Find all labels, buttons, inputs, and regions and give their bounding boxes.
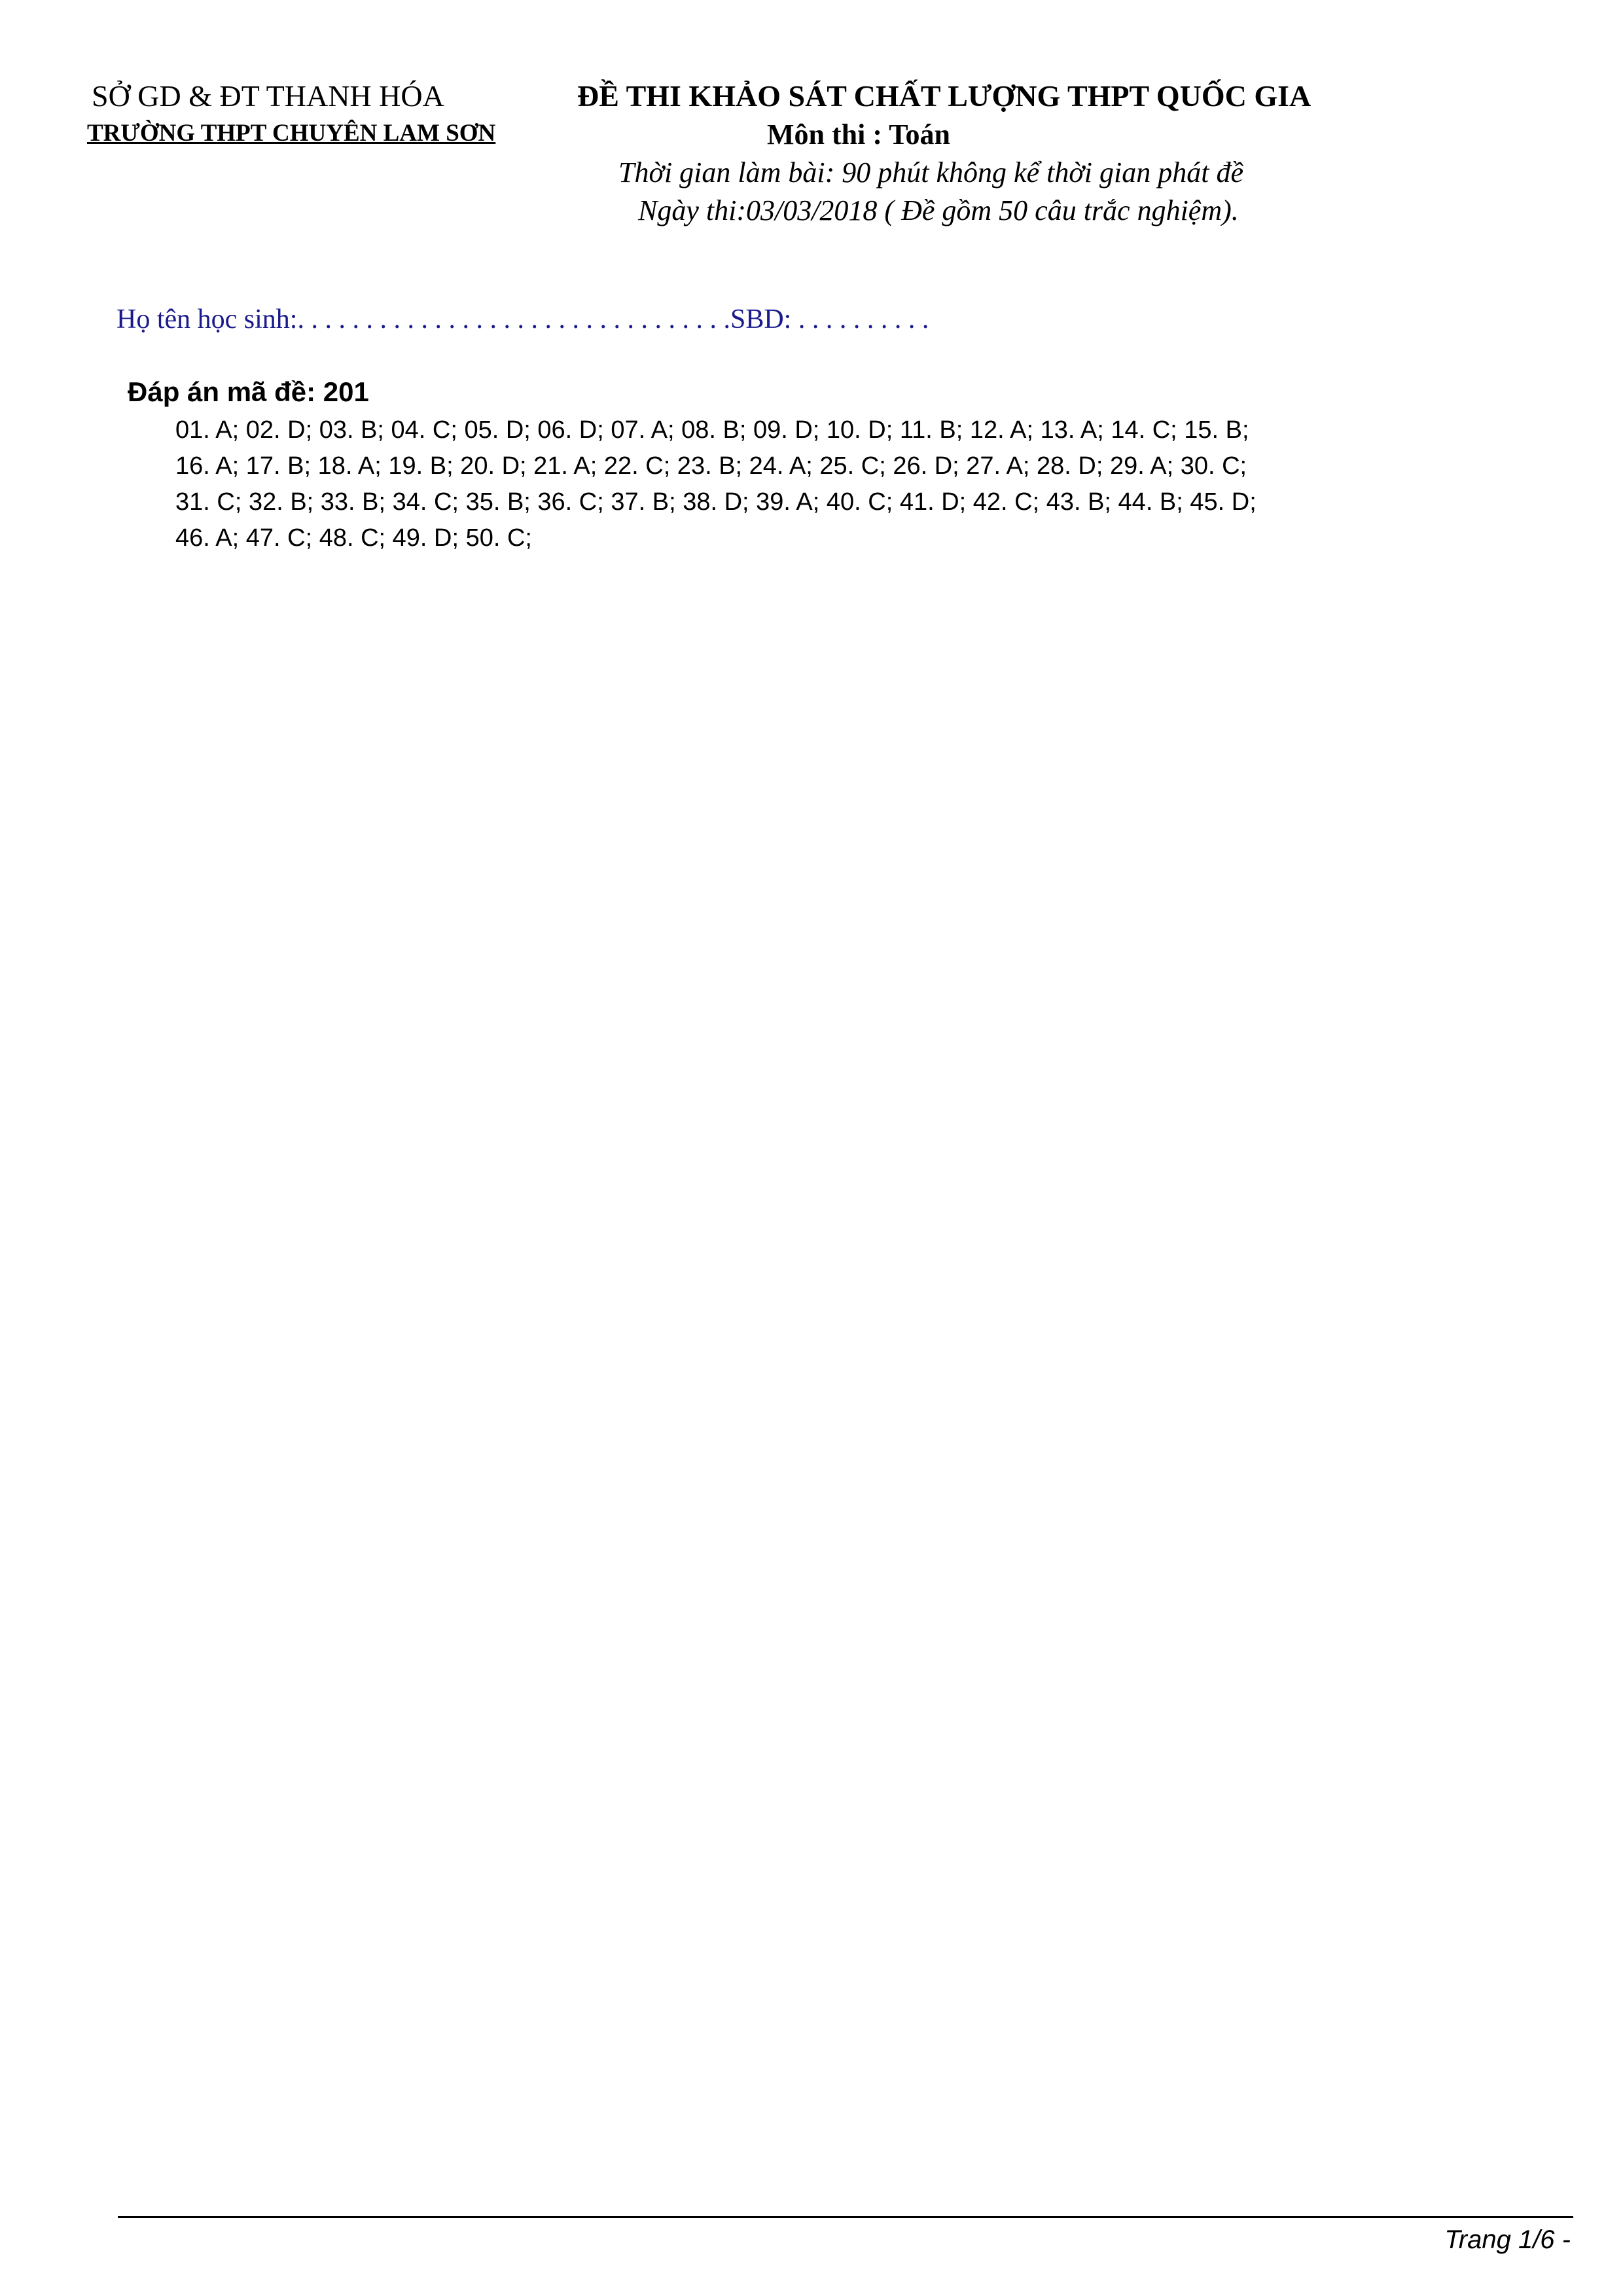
student-info-line: Họ tên học sinh:. . . . . . . . . . . . . . . . . . . . . . . . . . . . . . . .SBD: . . . . . . . . . . bbox=[116, 304, 929, 334]
answer-line: 46. A; 47. C; 48. C; 49. D; 50. C; bbox=[175, 524, 532, 552]
department-name: SỞ GD & ĐT THANH HÓA bbox=[92, 79, 444, 113]
exam-date: Ngày thi:03/03/2018 ( Đề gồm 50 câu trắc nghiệm). bbox=[638, 194, 1239, 226]
exam-title: ĐỀ THI KHẢO SÁT CHẤT LƯỢNG THPT QUỐC GIA bbox=[577, 79, 1311, 113]
answer-key-body bbox=[175, 412, 1497, 556]
footer-divider bbox=[118, 2216, 1573, 2218]
answer-line: 01. A; 02. D; 03. B; 04. C; 05. D; 06. D; 07. A; 08. B; 09. D; 10. D; 11. B; 12. A; 13. A; 14. C; 15. B; bbox=[175, 416, 1249, 444]
exam-duration: Thời gian làm bài: 90 phút không kể thời gian phát đề bbox=[618, 156, 1244, 188]
answer-key-heading: Đáp án mã đề: 201 bbox=[128, 376, 369, 407]
exam-subject: Môn thi : Toán bbox=[767, 118, 950, 151]
answer-line: 16. A; 17. B; 18. A; 19. B; 20. D; 21. A; 22. C; 23. B; 24. A; 25. C; 26. D; 27. A; 28. D; 29. A; 30. C; bbox=[175, 452, 1247, 480]
school-name: TRƯỜNG THPT CHUYÊN LAM SƠN bbox=[87, 120, 496, 147]
answer-line: 31. C; 32. B; 33. B; 34. C; 35. B; 36. C; 37. B; 38. D; 39. A; 40. C; 41. D; 42. C; 43. B; 44. B; 45. D; bbox=[175, 488, 1257, 516]
page-number: Trang 1/6 - bbox=[1444, 2225, 1571, 2254]
